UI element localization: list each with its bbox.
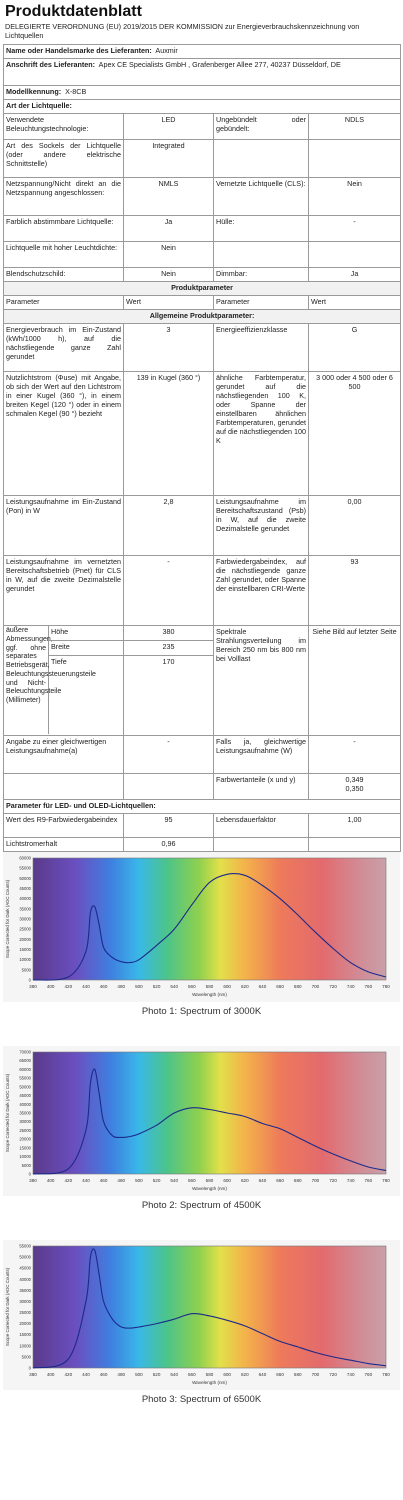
dimension-height-label: Höhe	[49, 626, 123, 641]
x-tick-label: 540	[170, 984, 179, 989]
x-tick-label: 580	[205, 1178, 214, 1183]
photo-caption: Photo 2: Spectrum of 4500K	[141, 1200, 262, 1211]
y-tick-label: 55000	[19, 1243, 31, 1249]
x-tick-label: 540	[170, 1372, 179, 1377]
y-tick-label: 70000	[19, 1049, 31, 1055]
x-tick-label: 560	[188, 1178, 196, 1183]
x-tick-label: 640	[258, 1178, 267, 1183]
param-row	[4, 496, 401, 556]
row-label: Farbwertanteile (x und y)	[214, 774, 309, 800]
light-type-row	[4, 242, 401, 268]
x-tick-label: 400	[46, 1178, 55, 1183]
x-tick-label: 620	[240, 1372, 249, 1377]
x-tick-label: 480	[117, 984, 126, 989]
y-tick-label: 15000	[19, 1332, 31, 1338]
x-tick-label: 760	[364, 984, 373, 989]
address-label: Anschrift des Lieferanten:	[6, 60, 96, 69]
y-tick-label: 25000	[19, 926, 31, 932]
address-value: Apex CE Specialists GmbH , Grafenberger Allee 277, 40237 Düsseldorf, DE	[98, 60, 341, 69]
y-tick-label: 5000	[21, 1162, 31, 1168]
row-label	[214, 242, 309, 268]
param-row	[4, 736, 401, 774]
row-value	[309, 140, 401, 178]
y-tick-label: 25000	[19, 1127, 31, 1133]
y-tick-label: 0	[28, 1365, 31, 1371]
datasheet	[3, 0, 400, 1434]
x-tick-label: 420	[64, 984, 73, 989]
x-tick-label: 660	[276, 1372, 284, 1377]
equiv-label: Angabe zu einer gleichwertigen Leistungsaufnahme(a)	[6, 737, 107, 755]
y-tick-label: 50000	[19, 1084, 31, 1090]
model-value: X-8CB	[65, 87, 87, 96]
y-tick-label: 45000	[19, 1265, 31, 1271]
x-axis-label: Wavelength (nm)	[192, 992, 227, 997]
row-value: 0,96	[124, 838, 214, 852]
row-label: Lebensdauerfaktor	[214, 814, 309, 838]
x-tick-label: 400	[46, 1372, 55, 1377]
x-tick-label: 460	[99, 1178, 108, 1183]
x-tick-label: 760	[364, 1178, 373, 1183]
column-header-row	[4, 296, 401, 310]
row-value: 139 in Kugel (360 °)	[124, 372, 214, 496]
y-tick-label: 40000	[19, 1276, 31, 1282]
y-axis-label: Scope Corrected for Dark (ADC Counts)	[5, 1267, 10, 1347]
x-tick-label: 460	[99, 984, 108, 989]
y-tick-label: 10000	[19, 1343, 31, 1349]
y-tick-label: 65000	[19, 1058, 31, 1064]
led-params-heading: Parameter für LED- und OLED-Lichtquellen:	[4, 800, 401, 814]
row-label	[214, 838, 309, 852]
param-row	[4, 372, 401, 496]
col-param-header: Parameter	[4, 296, 124, 310]
x-tick-label: 520	[152, 1372, 161, 1377]
spectrum-plot	[3, 852, 400, 1002]
row-value: 95	[124, 814, 214, 838]
x-tick-label: 760	[364, 1372, 373, 1377]
row-label: Lichtstromerhalt	[4, 838, 124, 852]
light-type-row	[4, 216, 401, 242]
row-value: 1,00	[309, 814, 401, 838]
x-tick-label: 720	[329, 1372, 337, 1377]
row-value	[309, 774, 401, 800]
row-value: 0,00	[309, 496, 401, 556]
dimensions-row	[4, 626, 401, 736]
general-params-heading: Allgemeine Produktparameter:	[4, 310, 401, 324]
x-axis-label: Wavelength (nm)	[192, 1380, 227, 1385]
page-title: Produktdatenblatt	[5, 3, 142, 20]
y-tick-label: 30000	[19, 916, 31, 922]
x-tick-label: 780	[382, 984, 390, 989]
param-row	[4, 774, 401, 800]
row-label: Energieeffizienzklasse	[214, 324, 309, 372]
row-value: -	[124, 556, 214, 626]
x-axis-label: Wavelength (nm)	[192, 1186, 227, 1191]
row-label: Vernetzte Lichtquelle (CLS):	[214, 178, 309, 216]
row-value: 3 000 oder 4 500 oder 6 500	[309, 372, 401, 496]
row-value: Nein	[309, 178, 401, 216]
y-tick-label: 35000	[19, 1110, 31, 1116]
x-tick-label: 560	[188, 1372, 196, 1377]
row-value	[309, 838, 401, 852]
row-value: Nein	[124, 268, 214, 282]
param-row	[4, 324, 401, 372]
y-tick-label: 20000	[19, 936, 31, 942]
x-tick-label: 420	[64, 1178, 73, 1183]
row-label: Leistungsaufnahme im vernetzten Bereitschaftsbetrieb (Pnet) für CLS in W, auf die zweite Dezimalstelle gerundet	[4, 556, 124, 626]
param-row	[4, 814, 401, 838]
param-row	[4, 556, 401, 626]
row-label	[4, 736, 124, 774]
row-label: Spektrale Strahlungsverteilung im Bereich 250 nm bis 800 nm bei Volllast	[214, 626, 309, 736]
row-value	[309, 242, 401, 268]
y-tick-label: 50000	[19, 1254, 31, 1260]
light-type-row	[4, 178, 401, 216]
dimension-height-value: 380	[124, 626, 213, 641]
row-value: Integrated	[124, 140, 214, 178]
row-value: -	[124, 736, 214, 774]
x-tick-label: 640	[258, 984, 267, 989]
row-label: Nutzlichtstrom (Φuse) mit Angabe, ob sich der Wert auf den Lichtstrom in einer Kugel (360 °), in einem breiten Kegel (120 °) oder in einem schmalen Kegel (90 °) bezieht	[4, 372, 124, 496]
light-type-row	[4, 114, 401, 140]
y-tick-label: 60000	[19, 855, 31, 861]
x-tick-label: 380	[29, 984, 37, 989]
row-label: Energieverbrauch im Ein-Zustand (kWh/1000 h), auf die nächstliegende ganze Zahl gerundet	[4, 324, 124, 372]
x-tick-label: 680	[293, 1178, 302, 1183]
row-value: -	[309, 736, 401, 774]
dimensions-cell	[4, 626, 124, 736]
x-tick-label: 380	[29, 1178, 37, 1183]
y-tick-label: 35000	[19, 1287, 31, 1293]
plot-area	[33, 858, 386, 980]
x-tick-label: 600	[223, 984, 231, 989]
plot-area	[33, 1246, 386, 1368]
param-row	[4, 838, 401, 852]
x-tick-label: 700	[311, 1372, 320, 1377]
row-label	[214, 140, 309, 178]
x-tick-label: 520	[152, 984, 161, 989]
x-tick-label: 600	[223, 1178, 231, 1183]
light-type-heading: Art der Lichtquelle:	[4, 100, 401, 114]
dimension-depth-value: 170	[162, 657, 175, 666]
y-tick-label: 25000	[19, 1310, 31, 1316]
x-tick-label: 620	[240, 1178, 249, 1183]
y-axis-label: Scope Corrected for Dark (ADC Counts)	[5, 1073, 10, 1153]
address-row	[4, 59, 401, 86]
row-value: Ja	[124, 216, 214, 242]
x-tick-label: 440	[82, 984, 90, 989]
row-value: Nein	[124, 242, 214, 268]
spectrum-plot	[3, 1046, 400, 1196]
x-tick-label: 420	[64, 1372, 73, 1377]
dimension-depth-label: Tiefe	[51, 657, 67, 666]
row-label: Netzspannung/Nicht direkt an die Netzspannung angeschlossen:	[4, 178, 124, 216]
y-tick-label: 0	[28, 977, 31, 983]
spectrum-plot	[3, 1240, 400, 1390]
row-label	[4, 774, 124, 800]
x-tick-label: 400	[46, 984, 55, 989]
row-label: Leistungsaufnahme im Ein-Zustand (Pon) in W	[4, 496, 124, 556]
y-tick-label: 45000	[19, 886, 31, 891]
y-tick-label: 60000	[19, 1066, 31, 1072]
product-params-heading: Produktparameter	[4, 282, 401, 296]
y-tick-label: 5000	[21, 967, 31, 973]
x-tick-label: 480	[117, 1178, 126, 1183]
row-value: G	[309, 324, 401, 372]
brand-value: Auxmir	[155, 46, 178, 55]
y-tick-label: 40000	[19, 1101, 31, 1107]
x-tick-label: 380	[29, 1372, 37, 1377]
row-label: Blendschutzschild:	[4, 268, 124, 282]
row-label: Ungebündelt oder gebündelt:	[214, 114, 309, 140]
brand-row	[4, 45, 401, 59]
x-tick-label: 600	[223, 1372, 231, 1377]
row-value: 3	[124, 324, 214, 372]
spectrum-chart	[3, 1240, 400, 1434]
row-value	[124, 774, 214, 800]
x-tick-label: 740	[346, 1372, 355, 1377]
photo-caption: Photo 1: Spectrum of 3000K	[141, 1006, 262, 1017]
x-tick-label: 460	[99, 1372, 108, 1377]
x-tick-label: 660	[276, 1178, 284, 1183]
model-row	[4, 86, 401, 100]
x-tick-label: 640	[258, 1372, 267, 1377]
x-tick-label: 500	[135, 1372, 143, 1377]
row-value: Ja	[309, 268, 401, 282]
y-tick-label: 20000	[19, 1321, 31, 1327]
spectrum-chart	[3, 852, 400, 1046]
y-tick-label: 55000	[19, 865, 31, 871]
x-tick-label: 720	[329, 984, 337, 989]
y-tick-label: 20000	[19, 1136, 31, 1142]
x-tick-label: 740	[346, 984, 355, 989]
spectrum-charts	[3, 852, 400, 1434]
row-label: Leistungsaufnahme im Bereitschaftszustand (Psb) in W, auf die zweite Dezimalstelle gerundet	[214, 496, 309, 556]
y-tick-label: 15000	[19, 947, 31, 952]
x-tick-label: 700	[311, 984, 320, 989]
y-tick-label: 30000	[19, 1119, 31, 1125]
x-tick-label: 500	[135, 984, 143, 989]
row-label: Art des Sockels der Lichtquelle (oder andere elektrische Schnittstelle)	[4, 140, 124, 178]
y-tick-label: 5000	[21, 1354, 31, 1360]
y-tick-label: 30000	[19, 1298, 31, 1304]
dimensions-label: äußere Abmessungen, ggf. ohne separates Betriebsgerät, Beleuchtungssteuerungsteile und Nicht-Beleuchtungsteile (Millimeter)	[4, 626, 49, 734]
col-value-header: Wert	[309, 296, 401, 310]
row-value: LED	[124, 114, 214, 140]
x-tick-label: 700	[311, 1178, 320, 1183]
row-label: Farblich abstimmbare Lichtquelle:	[4, 216, 124, 242]
y-axis-label: Scope Corrected for Dark (ADC Counts)	[5, 879, 10, 959]
x-tick-label: 660	[276, 984, 284, 989]
brand-label: Name oder Handelsmarke des Lieferanten:	[6, 46, 152, 55]
col-param-header: Parameter	[214, 296, 309, 310]
y-tick-label: 45000	[19, 1093, 31, 1099]
x-tick-label: 780	[382, 1178, 390, 1183]
y-tick-label: 35000	[19, 906, 31, 912]
row-value: -	[309, 216, 401, 242]
row-label: Wert des R9-Farbwiedergabeindex	[4, 814, 124, 838]
row-value: 93	[309, 556, 401, 626]
y-tick-label: 40000	[19, 896, 31, 902]
x-tick-label: 500	[135, 1178, 143, 1183]
dimensions-values	[124, 626, 214, 736]
col-value-header: Wert	[124, 296, 214, 310]
y-tick-label: 50000	[19, 875, 31, 881]
y-tick-label: 10000	[19, 957, 31, 963]
row-label: Lichtquelle mit hoher Leuchtdichte:	[4, 242, 124, 268]
y-tick-label: 15000	[19, 1145, 31, 1151]
row-label: Hülle:	[214, 216, 309, 242]
x-tick-label: 480	[117, 1372, 126, 1377]
spectrum-chart	[3, 1046, 400, 1240]
chroma-x: 0,349	[345, 775, 364, 784]
x-tick-label: 680	[293, 984, 302, 989]
x-tick-label: 580	[205, 984, 214, 989]
row-value: 2,8	[124, 496, 214, 556]
row-value: NDLS	[309, 114, 401, 140]
x-tick-label: 440	[82, 1178, 90, 1183]
row-label: Verwendete Beleuchtungstechnologie:	[4, 114, 124, 140]
x-tick-label: 620	[240, 984, 249, 989]
chroma-y: 0,350	[345, 784, 364, 793]
row-label: Falls ja, gleichwertige Leistungsaufnahme (W)	[214, 736, 309, 774]
row-label: Farbwiedergabeindex, auf die nächstliegende ganze Zahl gerundet, oder Spanne der einstellbaren CRI-Werte	[214, 556, 309, 626]
row-value: Siehe Bild auf letzter Seite	[309, 626, 401, 736]
dimension-width-value: 235	[124, 641, 213, 656]
row-label: Dimmbar:	[214, 268, 309, 282]
light-type-row	[4, 140, 401, 178]
regulation-text: DELEGIERTE VERORDNUNG (EU) 2019/2015 DER KOMMISSION zur Energieverbrauchskennzeichnung von Lichtquellen	[5, 22, 360, 40]
x-tick-label: 680	[293, 1372, 302, 1377]
x-tick-label: 740	[346, 1178, 355, 1183]
photo-caption: Photo 3: Spectrum of 6500K	[141, 1394, 262, 1405]
dimension-width-label: Breite	[49, 641, 123, 656]
y-tick-label: 55000	[19, 1075, 31, 1081]
plot-area	[33, 1052, 386, 1174]
light-type-row	[4, 268, 401, 282]
x-tick-label: 440	[82, 1372, 90, 1377]
x-tick-label: 560	[188, 984, 196, 989]
model-label: Modellkennung:	[6, 87, 62, 96]
x-tick-label: 720	[329, 1178, 337, 1183]
datasheet-table	[3, 44, 401, 852]
row-label: ähnliche Farbtemperatur, gerundet auf die nächstliegenden 100 K, oder Spanne der einstellbaren ähnlichen Farbtemperaturen, gerundet auf die nächstliegenden 100 K	[214, 372, 309, 496]
y-tick-label: 10000	[19, 1154, 31, 1160]
x-tick-label: 540	[170, 1178, 179, 1183]
x-tick-label: 580	[205, 1372, 214, 1377]
row-value: NMLS	[124, 178, 214, 216]
x-tick-label: 520	[152, 1178, 161, 1183]
y-tick-label: 0	[28, 1171, 31, 1177]
x-tick-label: 780	[382, 1372, 390, 1377]
